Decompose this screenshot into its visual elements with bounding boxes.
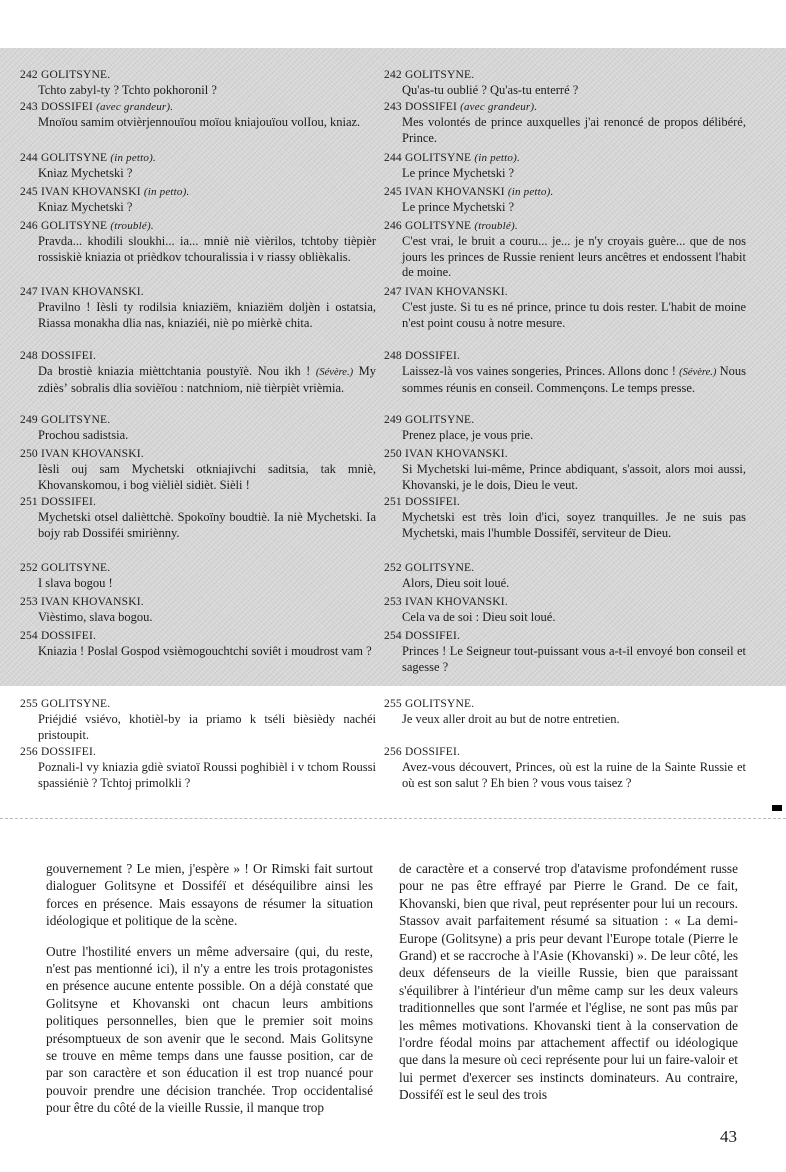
entry-249-french: 249 GOLITSYNE. Prenez place, je vous prie.: [384, 414, 534, 442]
entry-254-french: 254 DOSSIFEI. Princes ! Le Seigneur tout-puissant vous a-t-il envoyé bon conseil et sagesse ?: [384, 630, 746, 674]
print-mark: [772, 805, 782, 811]
entry-242-russian: 242 GOLITSYNE. Tchto zabyl-ty ? Tchto pokhoronil ?: [20, 69, 217, 97]
entry-252-russian: 252 GOLITSYNE. I slava bogou !: [20, 562, 113, 590]
page-number: 43: [720, 1127, 737, 1146]
entry-243-french: 243 DOSSIFEI (avec grandeur). Mes volontés de prince auxquelles j'ai renoncé de propos délibéré, Prince.: [384, 101, 746, 145]
entry-256-french: 256 DOSSIFEI. Avez-vous découvert, Princes, où est la ruine de la Sainte Russie et où est son salut ? Eh bien ? vous vous taisez ?: [384, 746, 746, 790]
commentary-paragraph: gouvernement ? Le mien, j'espère » ! Or Rimski fait surtout dialoguer Golitsyne et Dossiféï et déséquilibre ainsi les forces en présence. Mais essayons de résumer la situation idéologique et politique de la scène.: [46, 861, 373, 929]
entry-245-french: 245 IVAN KHOVANSKI (in petto). Le prince Mychetski ?: [384, 186, 554, 214]
entry-250-russian: 250 IVAN KHOVANSKI. Ièsli ouj sam Mychetski otkniajivchi saditsia, tak mniè, Khovanskomou, i bog vièlièl sidièt. Sièli !: [20, 448, 376, 492]
entry-255-french: 255 GOLITSYNE. Je veux aller droit au but de notre entretien.: [384, 698, 620, 726]
entry-248-russian: 248 DOSSIFEI. Da brostiè kniazia mièttchtania poustyïè. Nou ikh ! (Sévère.) My zdièsʼ sobralis dlia sovièïou : natchniom, niè tièrpièt vrièmia.: [20, 350, 376, 395]
entry-250-french: 250 IVAN KHOVANSKI. Si Mychetski lui-même, Prince abdiquant, s'assoit, alors moi aussi, Khovanski, je le dois, Dieu le veut.: [384, 448, 746, 492]
entry-254-russian: 254 DOSSIFEI. Kniazia ! Poslal Gospod vsièmogouchtchi soviêt i moudrost vam ?: [20, 630, 372, 658]
commentary-paragraph: Outre l'hostilité envers un même adversaire (qui, du reste, n'est pas mentionné ici), il n'y a entre les trois protagonistes en présence aucune entente possible. On a déjà constaté que Golitsyne et Khovanski ont chacun leurs ambitions politiques personnelles, bien que le premier soit moins présomptueux de son avenir que le second. Mais Golitsyne se trouve en même temps dans une fausse position, car de par son caractère et son éducation il est trop nuancé pour pouvoir prendre une décision tranchée. Trop occidentalisé pour être du côté de la vieille Russie, il manque trop: [46, 943, 373, 1116]
commentary-column-right: [399, 860, 738, 1117]
entry-242-french: 242 GOLITSYNE. Qu'as-tu oublié ? Qu'as-tu enterré ?: [384, 69, 579, 97]
top-margin: [0, 0, 786, 48]
entry-248-french: 248 DOSSIFEI. Laissez-là vos vaines songeries, Princes. Allons donc ! (Sévère.) Nous sommes réunis en conseil. Commençons. Le temps presse.: [384, 350, 747, 395]
entry-245-russian: 245 IVAN KHOVANSKI (in petto). Kniaz Mychetski ?: [20, 186, 190, 214]
entry-253-french: 253 IVAN KHOVANSKI. Cela va de soi : Dieu soit loué.: [384, 596, 556, 624]
commentary-paragraph: de caractère et a conservé trop d'atavisme profondément russe pour ne pas être effrayé par Pierre le Grand. De ce fait, Khovanski, bien que rival, peut représenter pour lui un recours. Stassov avait parfaitement résumé sa situation : « La demi-Europe (Golitsyne) a pris peur devant l'Europe totale (Pierre le Grand) et se raccroche à l'Asie (Khovanski) ». De leur côté, les deux défenseurs de la vieille Russie, bien que paraissant s'équilibrer à l'intérieur d'un même camp sur les deux valeurs traditionnelles que sont l'armée et l'église, ne sont pas mûs par les mêmes motivations. Khovanski tient à la conservation de l'ordre féodal moins par attachement affectif ou idéologique que dans la mesure où ceci représente pour lui un faire-valoir et lui permet d'exercer ses instincts dominateurs. Au contraire, Dossiféï est le seul des trois: [399, 861, 738, 1103]
section-divider: [0, 818, 786, 819]
entry-255-russian: 255 GOLITSYNE. Priéjdié vsiévo, khotièl-by ia priamo k tséli bièsièdy nachéi pristoupit.: [20, 698, 376, 742]
entry-251-french: 251 DOSSIFEI. Mychetski est très loin d'ici, soyez tranquilles. Je ne suis pas Mychetski, mais l'humble Dossiféï, serviteur de Dieu.: [384, 496, 746, 540]
entry-246-french: 246 GOLITSYNE (troublé). C'est vrai, le bruit a couru... je... je n'y croyais guère... que de nos jours les princes de Russie renient leurs ancêtres et endossent l'habit de moine.: [384, 220, 746, 279]
entry-244-russian: 244 GOLITSYNE (in petto). Kniaz Mychetski ?: [20, 152, 156, 180]
entry-247-russian: 247 IVAN KHOVANSKI. Pravilno ! Ièsli ty rodilsia kniaziëm, kniaziëm doljèn i ostatsia, Riassa monakha dlia nas, kniaziéi, niè po mièrkè chita.: [20, 286, 376, 330]
commentary-column-left: [46, 860, 373, 1130]
entry-253-russian: 253 IVAN KHOVANSKI. Vièstimo, slava bogou.: [20, 596, 153, 624]
entry-252-french: 252 GOLITSYNE. Alors, Dieu soit loué.: [384, 562, 510, 590]
entry-247-french: 247 IVAN KHOVANSKI. C'est juste. Si tu es né prince, prince tu dois rester. L'habit de moine n'est point cousu à notre mesure.: [384, 286, 746, 330]
entry-246-russian: 246 GOLITSYNE (troublé). Pravda... khodili sloukhi... ia... mniè niè vièrilos, tchtoby tièpièr rossiskiè kniazia ot prièdkov tchouralissia i v riassy oblièkalis.: [20, 220, 376, 264]
entry-251-russian: 251 DOSSIFEI. Mychetski otsel dalièttchè. Spokoïny boudtiè. Ia niè Mychetski. Ia bojy rab Dossiféi smiriènny.: [20, 496, 376, 540]
entry-256-russian: 256 DOSSIFEI. Poznali-l vy kniazia gdiè sviatoï Roussi poghibièl i v tchom Roussi spassiéniè ? Tchtoj primolkli ?: [20, 746, 376, 790]
entry-244-french: 244 GOLITSYNE (in petto). Le prince Mychetski ?: [384, 152, 520, 180]
entry-243-russian: 243 DOSSIFEI (avec grandeur). Mnoïou samim otvièrjennouïou moïou kniajouïou volIou, kniaz.: [20, 101, 361, 129]
entry-249-russian: 249 GOLITSYNE. Prochou sadistsia.: [20, 414, 129, 442]
